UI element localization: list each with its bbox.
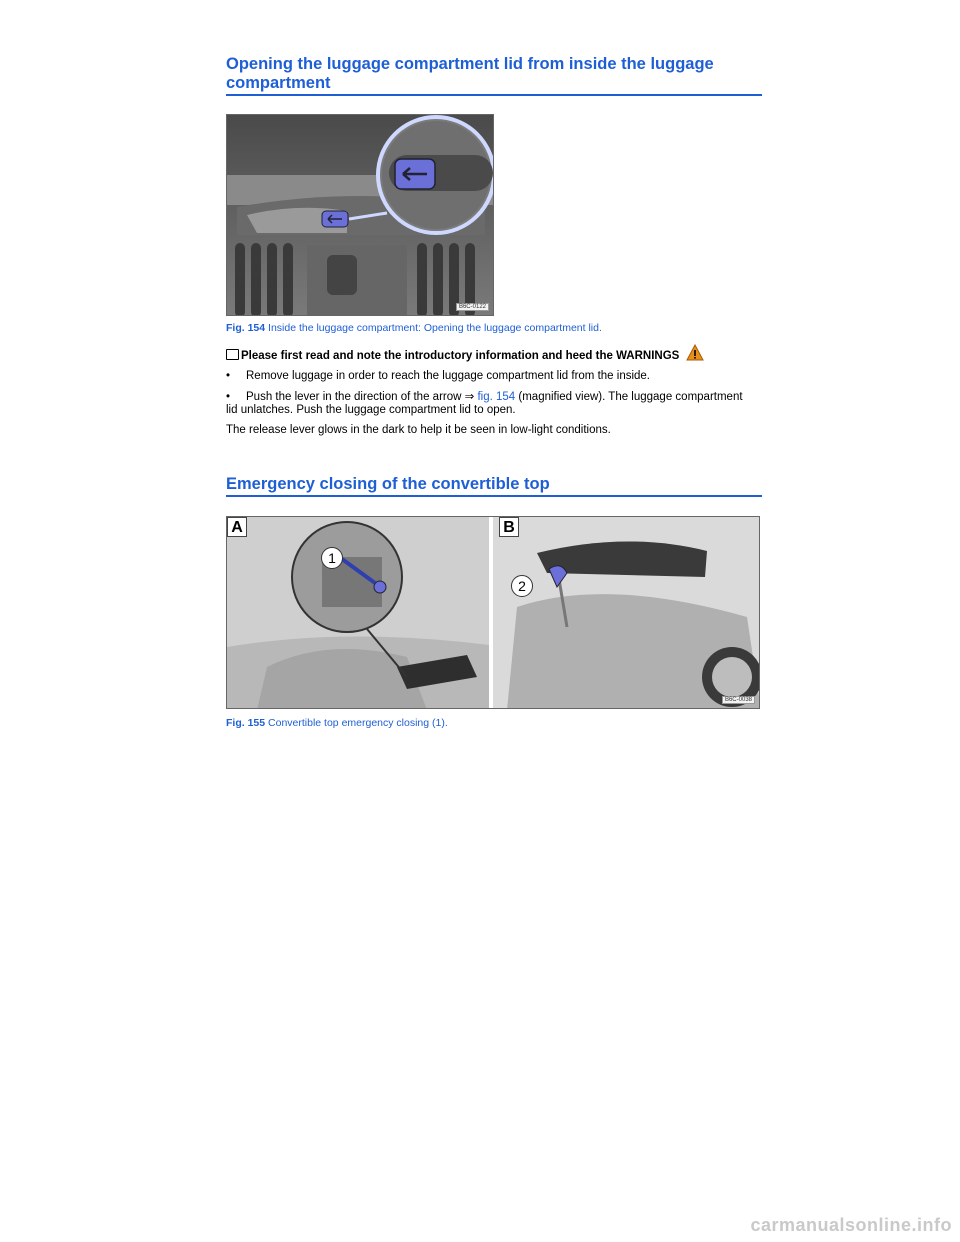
- bullet-text-pre: Push the lever in the direction of the arrow ⇒: [246, 391, 478, 403]
- warning-notice: [226, 344, 704, 362]
- caption-text: Inside the luggage compartment: Opening the luggage compartment lid.: [265, 322, 602, 334]
- caption-number: Fig. 154: [226, 322, 266, 334]
- notice-text: Please first read and note the introductory information and heed the WARNINGS: [241, 350, 680, 362]
- panel-label-b: B: [499, 517, 519, 537]
- bullet-text: Remove luggage in order to reach the luggage compartment lid from the inside.: [246, 370, 651, 382]
- figure-155-image: [226, 516, 760, 709]
- caption-number: Fig. 155: [226, 717, 266, 729]
- bullet-remove-luggage: [226, 370, 756, 383]
- bullet-icon: •: [226, 391, 231, 403]
- figure-154-caption: [226, 322, 602, 334]
- bullet-push-lever: [226, 391, 756, 417]
- callout-marker-2: 2: [511, 575, 533, 597]
- section-heading-emergency-closing: Emergency closing of the convertible top: [226, 475, 762, 497]
- convertible-top-illustration: [227, 517, 760, 709]
- watermark: carmanualsonline.info: [750, 1215, 952, 1235]
- release-lever-paragraph: The release lever glows in the dark to help it be seen in low-light conditions.: [226, 424, 611, 436]
- figure-155-caption: [226, 717, 448, 729]
- figure-code: B6C-0122: [456, 303, 489, 311]
- callout-marker-1: 1: [321, 547, 343, 569]
- bullet-icon: •: [226, 370, 231, 382]
- panel-label-a: A: [227, 517, 247, 537]
- bullet-text-post: (magnified view). The luggage compartment lid unlatches. Push the luggage compartment lid to open.: [226, 391, 743, 416]
- figure-154-image: [226, 114, 494, 316]
- figure-code: B6C-0038: [722, 696, 755, 704]
- warning-triangle-icon: [686, 344, 704, 361]
- luggage-lid-illustration: [227, 115, 494, 316]
- fig-154-link[interactable]: fig. 154: [477, 391, 516, 403]
- section-heading-luggage-lid: Opening the luggage compartment lid from inside the luggage compartment: [226, 55, 762, 96]
- caption-text: Convertible top emergency closing (1).: [265, 717, 448, 729]
- book-icon: [226, 349, 239, 360]
